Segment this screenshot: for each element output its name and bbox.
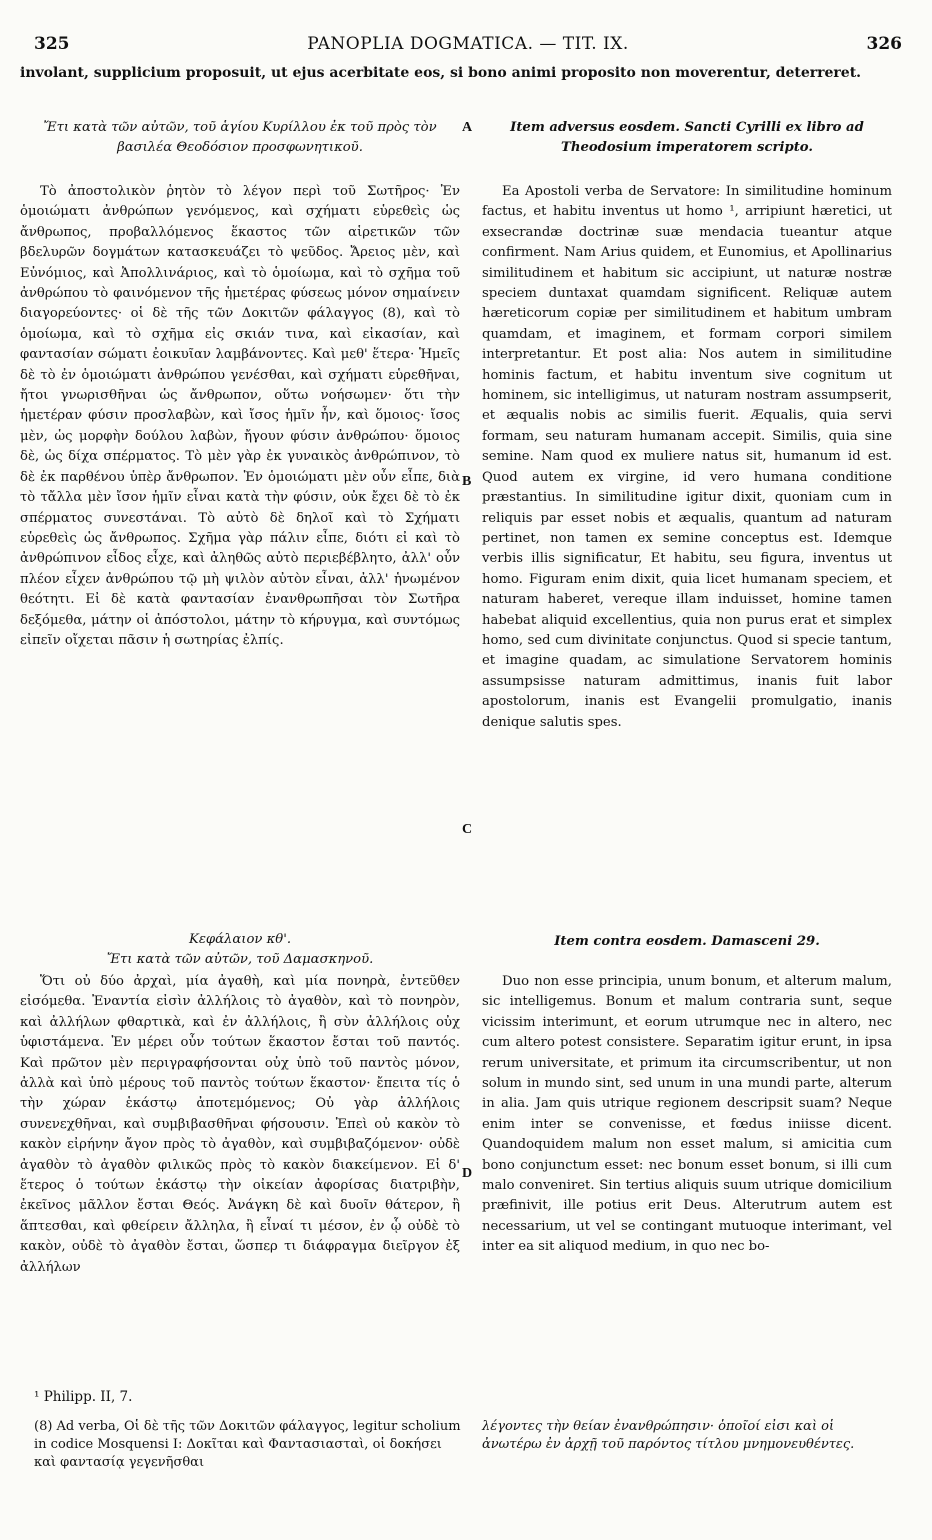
margin-letter-a: A: [462, 120, 473, 135]
greek-paragraph: Τὸ ἀποστολικὸν ῥητὸν τὸ λέγον περὶ τοῦ Σωτῆρος· Ἐν ὁμοιώματι ἀνθρώπων γενόμενος, καὶ σχήματι εὑρεθεὶς ὡς ἄνθρωπος, προβαλλόμενος ἕκαστος τῶν αἱρετικῶν τῶν βδελυρῶν δογμάτων κατασκευάζει τὸ ψεῦδος. Ἄρειος μὲν, καὶ Εὐνόμιος, καὶ Ἀπολλινάριος, καὶ τὸ ὁμοίωμα, καὶ τὸ σχῆμα τοῦ ἀνθρώπου τὸ φαινόμενον τῆς ἡμετέρας φύσεως μόνον σημαίνειν διαγορεύοντες· οἱ δὲ τῆς τῶν Δοκιτῶν φάλαγγος (8), καὶ τὸ ὁμοίωμα, καὶ τὸ σχῆμα εἰς σκιάν τινα, καὶ εἰκασίαν, καὶ φαντασίαν σώματι ἐοικυῖαν λαμβάνοντες. Καὶ μεθ' ἕτερα· Ἡμεῖς δὲ τὸ ἐν ὁμοιώματι ἀνθρώπου γενέσθαι, καὶ σχήματι εὑρεθῆναι, ἤτοι γνωρισθῆναι ὡς ἄνθρωπον, οὕτω νοήσωμεν· ὅτι τὴν ἡμετέραν φύσιν προσλαβὼν, καὶ ἴσος ἡμῖν ἦν, καὶ ὅμοιος· ἴσος μὲν, ὡς μορφὴν δούλου λαβὼν, ἤγουν φύσιν ἀνθρώπου· ὅμοιος δὲ, ὡς δίχα σπέρματος. Τὸ μὲν γὰρ ἐκ γυναικὸς ἀνθρώπινον, τὸ δὲ ἐκ παρθένου ὑπὲρ ἄνθρωπον. Ἐν ὁμοιώματι μὲν οὖν εἶπε, διὰ τὸ τἄλλα μὲν ἴσον ἡμῖν εἶναι κατὰ τὴν φύσιν, οὐκ ἔχει δὲ τὸ ἐκ σπέρματος συνεστάναι. Τὸ αὐτὸ δὲ δηλοῖ καὶ τὸ Σχήματι εὑρεθεὶς ὡς ἄνθρωπος. Σχῆμα γὰρ πάλιν εἶπε, διότι εἰ καὶ τὸ ἀνθρώπινον εἶδος εἶχε, καὶ ἀληθῶς αὐτὸ περιεβέβλητο, ἀλλ' οὖν πλέον εἶχεν ἀνθρώπου τῷ μὴ ψιλὸν αὐτὸν εἶναι, ἀλλ' ἡνωμένον θεότητι. Εἰ δὲ κατὰ φαντασίαν ἐνανθρωπῆσαι τὸν Σωτῆρα δεξόμεθα, μάτην οἱ ἀπόστολοι, μάτην τὸ κήρυγμα, καὶ συντόμως εἰπεῖν οἴχεται πᾶσιν ἡ σωτηρίας ἐλπίς.: [20, 184, 460, 648]
page-number-left: 325: [34, 34, 70, 54]
greek-text-damascene: [20, 972, 460, 1278]
page-number-right: 326: [866, 34, 902, 54]
page-header: [34, 34, 902, 58]
greek-paragraph: Ὅτι οὐ δύο ἀρχαὶ, μία ἀγαθὴ, καὶ μία πονηρὰ, ἐντεῦθεν εἰσόμεθα. Ἐναντία εἰσὶν ἀλλήλοις τὸ ἀγαθὸν, καὶ τὸ πονηρὸν, καὶ ἀλλήλων φθαρτικὰ, καὶ ἐν ἀλλήλοις, ἢ σὺν ἀλλήλοις οὐχ ὑφιστάμενα. Ἐν μέρει οὖν τούτων ἕκαστον ἔσται τοῦ παντός. Καὶ πρῶτον μὲν περιγραφήσονται οὐχ ὑπὸ τοῦ παντὸς μόνον, ἀλλὰ καὶ ὑπὸ μέρους τοῦ παντὸς τούτων ἕκαστον· ἔπειτα τίς ὁ τὴν χώραν ἑκάστῳ ἀποτεμόμενος; Οὐ γὰρ ἀλλήλοις συνενεχθῆναι, καὶ συμβιβασθῆναι φήσουσιν. Ἐπεὶ οὐ κακὸν τὸ κακὸν εἰρήνην ἄγον πρὸς τὸ ἀγαθὸν, καὶ συμβιβαζόμενον· οὐδὲ ἀγαθὸν τὸ ἀγαθὸν φιλικῶς πρὸς τὸ κακὸν διακείμενον. Εἰ δ' ἕτερος ὁ τούτων ἑκάστῳ τὴν οἰκείαν ἀφορίσας διατριβὴν, ἐκεῖνος μᾶλλον ἔσται Θεός. Ἀνάγκη δὲ καὶ δυοῖν θάτερον, ἢ ἅπτεσθαι, καὶ φθείρειν ἄλληλα, ἢ εἶναί τι μέσον, ἐν ᾧ οὐδὲ τὸ κακὸν, οὐδὲ τὸ ἀγαθὸν ἔσται, ὥσπερ τι διάφραγμα διεῖργον ἐξ ἀλλήλων: [20, 974, 460, 1275]
latin-paragraph: Ea Apostoli verba de Servatore: In similitudine hominum factus, et habitu inventus ut homo ¹, arripiunt hæretici, ut exsecrandæ doctrinæ suæ mendacia tueantur atque confirment. Nam Arius quidem, et Eunomius, et Apollinarius similitudinem et habitum sic accipiunt, ut naturæ nostræ speciem duntaxat quamdam significent. Reliquæ autem hæreticorum copiæ per similitudinem et habitum umbram quamdam, et imaginem, et formam corpori similem interpretantur. Et post alia: Nos autem in similitudine hominis factum, et habitu inventum sive cognitum ut hominem, sic intelligimus, ut naturam nostram assumpserit, et æqualis nobis ac similis fuerit. Æqualis, quia servi formam, seu naturam humanam accepit. Similis, quia sine semine. Nam quod ex muliere natus sit, humanum id est. Quod autem ex virgine, id vero humana conditione præstantius. In similitudine igitur dixit, quoniam cum in reliquis par esset nobis et æqualis, quantum ad naturam pertinet, non tamen ex semine conceptus est. Idemque verbis illis significatur, Et habitu, seu figura, inventus ut homo. Figuram enim dixit, quia licet humanam speciem, et naturam haberet, vereque illam induisset, homine tamen habebat aliquid excellentius, quia non purus erat et simplex homo, sed cum divinitate conjunctus. Quod si specie tantum, et imagine quadam, ac simulatione Servatorem hominis assumpsisse naturam admittimus, inanis fuit labor apostolorum, inanis est Evangelii promulgatio, inanis denique salutis spes.: [482, 184, 892, 730]
carryover-text: involant, supplicium proposuit, ut ejus acerbitate eos, si bono animi proposito non moverentur, deterreret.: [20, 65, 862, 81]
latin-heading-damascene: Item contra eosdem. Damasceni 29.: [554, 934, 820, 949]
footnote-continuation: λέγοντες τὴν θείαν ἐνανθρώπησιν· ὁποῖοί εἰσι καὶ οἱ ἀνωτέρω ἐν ἀρχῇ τοῦ παρόντος τίτλου μνημονευθέντες.: [482, 1419, 855, 1452]
margin-letter-d: D: [462, 1166, 473, 1181]
footnote-reference: ¹ Philipp. II, 7.: [34, 1389, 133, 1405]
latin-text-cyril: [482, 182, 892, 733]
footnote-scholium: (8) Ad verba, Οἱ δὲ τῆς τῶν Δοκιτῶν φάλαγγος, legitur scholium in codice Mosquensi I: Δοκῖται καὶ Φαντασιασταὶ, οἱ δοκήσει καὶ φαντασίᾳ γεγενῆσθαι: [34, 1419, 461, 1470]
greek-text-cyril: [20, 182, 460, 651]
running-title: PANOPLIA DOGMATICA. — TIT. IX.: [307, 34, 629, 54]
greek-heading-damascene: Ἔτι κατὰ τῶν αὐτῶν, τοῦ Δαμασκηνοῦ.: [106, 952, 374, 967]
greek-heading-cyril: Ἔτι κατὰ τῶν αὐτῶν, τοῦ ἁγίου Κυρίλλου ἐκ τοῦ πρὸς τὸν βασιλέα Θεοδόσιον προσφωνητικοῦ.: [43, 120, 437, 156]
margin-letter-c: C: [462, 822, 473, 837]
chapter-heading: Κεφάλαιον κθ'.: [188, 932, 292, 947]
latin-text-damascene: [482, 972, 892, 1258]
latin-heading-cyril: Item adversus eosdem. Sancti Cyrilli ex libro ad Theodosium imperatorem scripto.: [510, 120, 864, 156]
latin-paragraph: Duo non esse principia, unum bonum, et alterum malum, sic intelligemus. Bonum et malum contraria sunt, seque vicissim interimunt, et eorum utrumque nec in altero, nec cum altero potest consistere. Separatim igitur erunt, in ipsa rerum universitate, et primum ita circumscribentur, ut non solum in mundo sint, sed unum in una mundi parte, alterum in alia. Jam quis utrique regionem descripsit suam? Neque enim inter se convenisse, et fœdus iniisse dicent. Quandoquidem malum non esset malum, si amicitia cum bono conjunctum esset: nec bonum esset bonum, si illi cum malo conveniret. Sin tertius aliquis suum utrique domicilium præfinivit, ille potius erit Deus. Alterutrum autem est necessarium, ut vel se contingant mutuoque interimant, vel inter ea sit aliquod medium, in quo nec bo-: [482, 974, 892, 1255]
margin-letter-b: B: [462, 474, 472, 489]
